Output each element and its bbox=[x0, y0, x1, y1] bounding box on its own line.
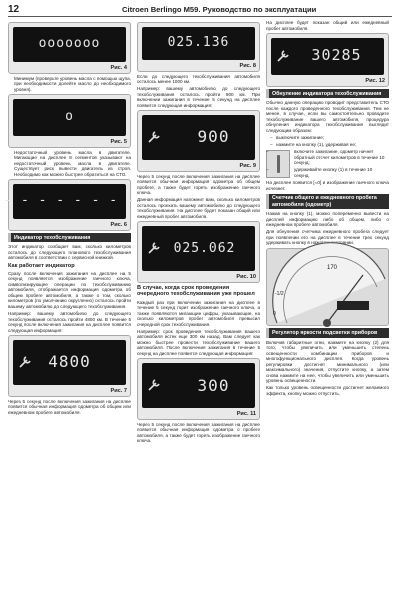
figure-caption: Рис. 8 bbox=[239, 63, 256, 69]
figure-9 bbox=[137, 110, 260, 172]
wrench-icon bbox=[147, 241, 161, 255]
lcd-readout: o bbox=[65, 109, 74, 125]
subheading: В случае, когда срок проведения очередного техобслуживания уже прошел bbox=[137, 284, 255, 298]
lcd-readout: - - - - - - - - bbox=[3, 193, 136, 209]
figure-12 bbox=[266, 33, 389, 87]
instrument-cluster-illustration bbox=[266, 248, 389, 326]
figure-caption: Рис. 12 bbox=[365, 78, 385, 85]
figure-caption: Рис. 9 bbox=[239, 163, 256, 170]
paragraph: Например: срок проведения техобслуживания вашего автомобиля истек еще 300 км назад. Вам следует как можно быстрее провести техобслуживание вашего автомобиля. После включения зажигания в течение 5 секунд на дисплее появится следующая информация: bbox=[137, 328, 260, 356]
subheading: Как работает индикатор bbox=[8, 262, 75, 269]
figure-5 bbox=[8, 94, 131, 148]
page-number: 12 bbox=[8, 4, 20, 15]
section-heading: Регулятор яркости подсветки приборов bbox=[266, 328, 389, 337]
lcd-readout: 025.062 bbox=[173, 240, 236, 256]
paragraph: Каждый раз при включении зажигания на дисплее в течение 5 секунд горит изображение гаечного ключа, а также появляются мигающие цифры, указывающие, на сколько километров пробег автомобиля превысил очередной срок техобслуживания. bbox=[137, 299, 260, 327]
lcd-display bbox=[142, 363, 255, 408]
step-list bbox=[270, 135, 389, 148]
wrench-icon bbox=[276, 49, 290, 63]
figure-caption: Рис. 5 bbox=[110, 139, 127, 146]
figure-caption: Рис. 11 bbox=[236, 411, 256, 418]
lcd-display bbox=[142, 27, 255, 60]
section-heading: Обнуление индикатора техобслуживания bbox=[266, 89, 389, 98]
column-2 bbox=[137, 20, 260, 595]
paragraph: Если до следующего техобслуживания автомобиля осталось менее 1000 км. bbox=[137, 73, 260, 84]
paragraph: Как только уровень освещенности достигнет желаемого эффекта, кнопку можно отпустить. bbox=[266, 385, 389, 396]
column-1 bbox=[3, 20, 136, 595]
paragraph: На дисплее будет показан общий или ежедневный пробег автомобиля. bbox=[266, 20, 389, 31]
figure-7 bbox=[8, 335, 131, 397]
lcd-readout: 30285 bbox=[311, 46, 362, 65]
section-heading: Индикатор техобслуживания bbox=[8, 233, 131, 242]
paragraph: Например: вашему автомобилю до следующего техобслуживания осталось пройти 900 км. При включении зажигания в течение 5 секунд на дисплее появится следующая информация: bbox=[137, 86, 260, 108]
lcd-display bbox=[142, 226, 255, 271]
lcd-display bbox=[13, 99, 126, 136]
paragraph: Для обнуления счетчика ежедневного пробега следует при появлении его на дисплее в течение трех секунд удерживать кнопку в нажатом состоянии. bbox=[266, 229, 389, 246]
wrench-icon bbox=[147, 130, 161, 144]
gauge-label: 0 bbox=[273, 310, 276, 317]
step-list bbox=[266, 149, 389, 178]
wrench-icon bbox=[18, 355, 32, 369]
figure-4 bbox=[8, 22, 131, 74]
lcd-display bbox=[3, 184, 136, 219]
lcd-readout: 900 bbox=[197, 127, 230, 147]
wrench-icon bbox=[147, 378, 161, 392]
lcd-readout: 300 bbox=[197, 375, 230, 395]
paragraph: Данная информация напомнит вам, сколько километров осталось проехать вашему автомобилю до следующего техобслуживания. На дисплее будет показан общий или ежедневный пробег автомобиля. bbox=[137, 197, 260, 219]
paragraph: Минимум (проверьте уровень масла с помощью щупа, при необходимости долейте масло до необходимого уровня). bbox=[14, 75, 131, 92]
paragraph: Обычно данную операцию проводит представитель СТО после каждого проведенного техобслуживания. Тем не менее, в случае, если вы самостоятельно проводите техобслуживание вашего автомобиля, процедура обнуления индикатора техобслуживания выглядит следующим образом: bbox=[266, 100, 389, 133]
figure-10 bbox=[137, 221, 260, 283]
lcd-readout: 025.136 bbox=[167, 35, 230, 51]
figure-caption: Рис. 7 bbox=[110, 388, 127, 395]
lcd-display bbox=[142, 115, 255, 160]
figure-caption: Рис. 10 bbox=[236, 274, 256, 281]
paragraph: На дисплее появится [=0] и изображение гаечного ключа исчезнет. bbox=[266, 180, 389, 191]
figure-11 bbox=[137, 358, 260, 420]
gauge-label: 170 bbox=[327, 264, 338, 271]
lcd-readout: ooooooo bbox=[38, 36, 101, 52]
page-title: Citroen Berlingo M59. Руководство по эксплуатации bbox=[122, 5, 317, 14]
figure-caption: Рис. 6 bbox=[110, 222, 127, 229]
paragraph: Включив габаритные огни, нажмите на кнопку (2) для того, чтобы увеличить или уменьшить степень освещенности комбинации приборов и многофункционального дисплея. Когда уровень регулировки достигнет минимального (или максимального) значения, отпустите кнопку, а затем снова нажмите на нее, чтобы увеличить или уменьшить уровень освещенности. bbox=[266, 339, 389, 384]
lcd-readout: 4800 bbox=[48, 352, 91, 372]
figure-caption: Рис. 4 bbox=[110, 65, 127, 71]
paragraph: Этот индикатор сообщает вам, сколько километров осталось до следующего планового техобслуживания автомобиля в соответствии с сервисной книжкой. bbox=[8, 244, 131, 261]
reset-steps bbox=[266, 135, 389, 179]
section-heading: Счетчик общего и ежедневного пробега автомобиля (одометр) bbox=[266, 194, 389, 209]
lcd-display bbox=[13, 27, 126, 62]
figure-8 bbox=[137, 22, 260, 72]
page-header bbox=[8, 3, 392, 17]
list-item: – нажмите на кнопку (1), удерживая ее; bbox=[270, 142, 389, 148]
lcd-display bbox=[13, 340, 126, 385]
gauge-icon bbox=[267, 249, 388, 325]
list-item: – включите зажигание, одометр начнет обратный отсчет километров в течение 10 секунд; bbox=[266, 149, 389, 166]
paragraph: Нажав на кнопку (1), можно попеременно вывести на дисплей информацию либо об общем, либо о ежедневном пробеге автомобиля. bbox=[266, 211, 389, 228]
paragraph: Сразу после включения зажигания на дисплее на 5 секунд появляется изображение гаечного ключа, символизирующее операции по техобслуживанию автомобиля, отображается информация одометра об общем пробеге автомобиля, а также о том, сколько километров (по умолчанию округленно) осталось пройти вашему автомобилю до следующего техобслуживания. bbox=[8, 270, 131, 309]
paragraph: Через 5 секунд после включения зажигания на дисплее появится обычная информация одометра об общем или ежедневном пробеге автомобиля. bbox=[8, 398, 131, 415]
paragraph: Например: вашему автомобилю до следующего техобслуживания осталось пройти 4800 км. В течение 5 секунд после включения зажигания на дисплее появится следующая информация: bbox=[8, 311, 131, 333]
paragraph: Через 5 секунд после включения зажигания на дисплее появится обычная информация одометра об общем пробеге, а также будет гореть изображение гаечного ключа. bbox=[137, 173, 260, 196]
paragraph: Недостаточный уровень масла в двигателе. Мигающие на дисплее 8 сегментов указывают на недостаточный уровень масла в двигателе. Существует риск вывести двигатель из строя. Необходимо как можно быстрее обратиться на СТО. bbox=[14, 149, 131, 177]
list-item: – выключите зажигание; bbox=[270, 135, 389, 141]
figure-6 bbox=[3, 179, 136, 231]
paragraph: Через 5 секунд после включения зажигания на дисплее появится обычная информация одометра о пробеге автомобиля, а также будет гореть изображение гаечного ключа. bbox=[137, 421, 260, 444]
column-3 bbox=[266, 20, 389, 595]
list-item: – удерживайте кнопку (1) в течение 10 секунд. bbox=[266, 167, 389, 178]
lcd-display bbox=[271, 38, 384, 75]
gauge-label: -1/2 bbox=[275, 290, 284, 297]
